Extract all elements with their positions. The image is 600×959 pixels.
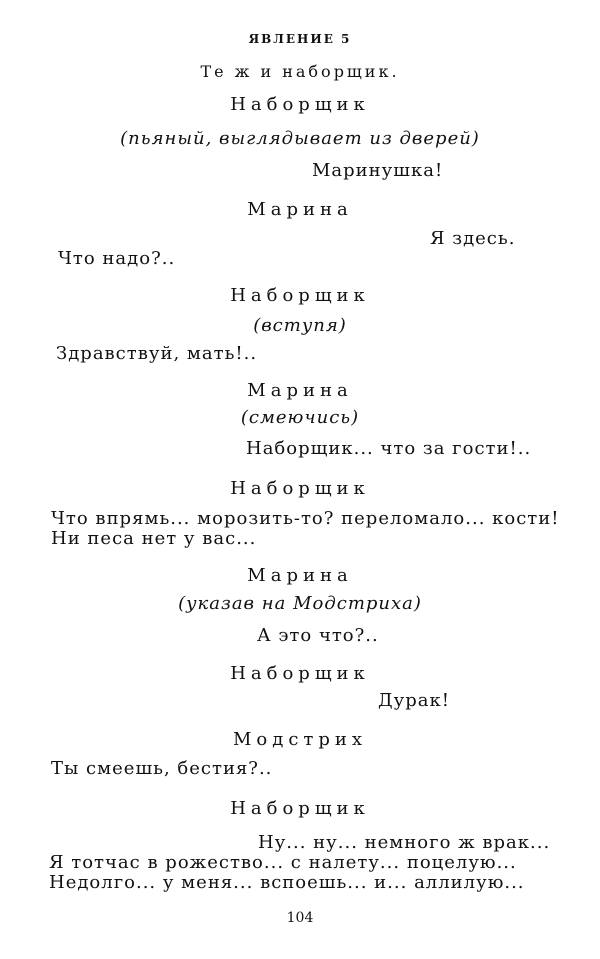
stage-direction: (вступя) xyxy=(253,315,347,336)
stage-direction: (указав на Модстриха) xyxy=(178,593,422,614)
verse-line: А это что?.. xyxy=(257,625,379,646)
speaker-name: Наборщик xyxy=(230,94,370,115)
verse-line: Ты смеешь, бестия?.. xyxy=(51,758,273,779)
verse-line: Ни песа нет у вас... xyxy=(51,528,257,549)
scene-heading: ЯВЛЕНИЕ 5 xyxy=(248,32,352,46)
verse-line: Маринушка! xyxy=(312,160,444,181)
verse-line: Наборщик... что за гости!.. xyxy=(246,438,532,459)
verse-line: Я здесь. xyxy=(430,228,516,249)
stage-direction: (пьяный, выглядывает из дверей) xyxy=(120,128,480,149)
verse-line: Недолго... у меня... вспоешь... и... аллилую... xyxy=(49,872,525,893)
speaker-name: Марина xyxy=(247,380,353,401)
speaker-name: Модстрих xyxy=(232,729,368,750)
speaker-name: Наборщик xyxy=(230,478,370,499)
stage-note: Те ж и наборщик. xyxy=(200,62,400,81)
verse-line: Я тотчас в рожество... с налету... поцелую... xyxy=(49,852,517,873)
speaker-name: Наборщик xyxy=(230,285,370,306)
verse-line: Дурак! xyxy=(378,690,450,711)
verse-line: Что впрямь... морозить-то? переломало... кости! xyxy=(51,508,560,529)
speaker-name: Марина xyxy=(247,199,353,220)
verse-line: Что надо?.. xyxy=(58,248,176,269)
stage-direction: (смеючись) xyxy=(240,407,360,428)
verse-line: Ну... ну... немного ж врак... xyxy=(258,832,551,853)
speaker-name: Марина xyxy=(247,565,353,586)
verse-line: Здравствуй, мать!.. xyxy=(56,343,258,364)
speaker-name: Наборщик xyxy=(230,798,370,819)
speaker-name: Наборщик xyxy=(230,663,370,684)
page-number: 104 xyxy=(286,910,314,926)
